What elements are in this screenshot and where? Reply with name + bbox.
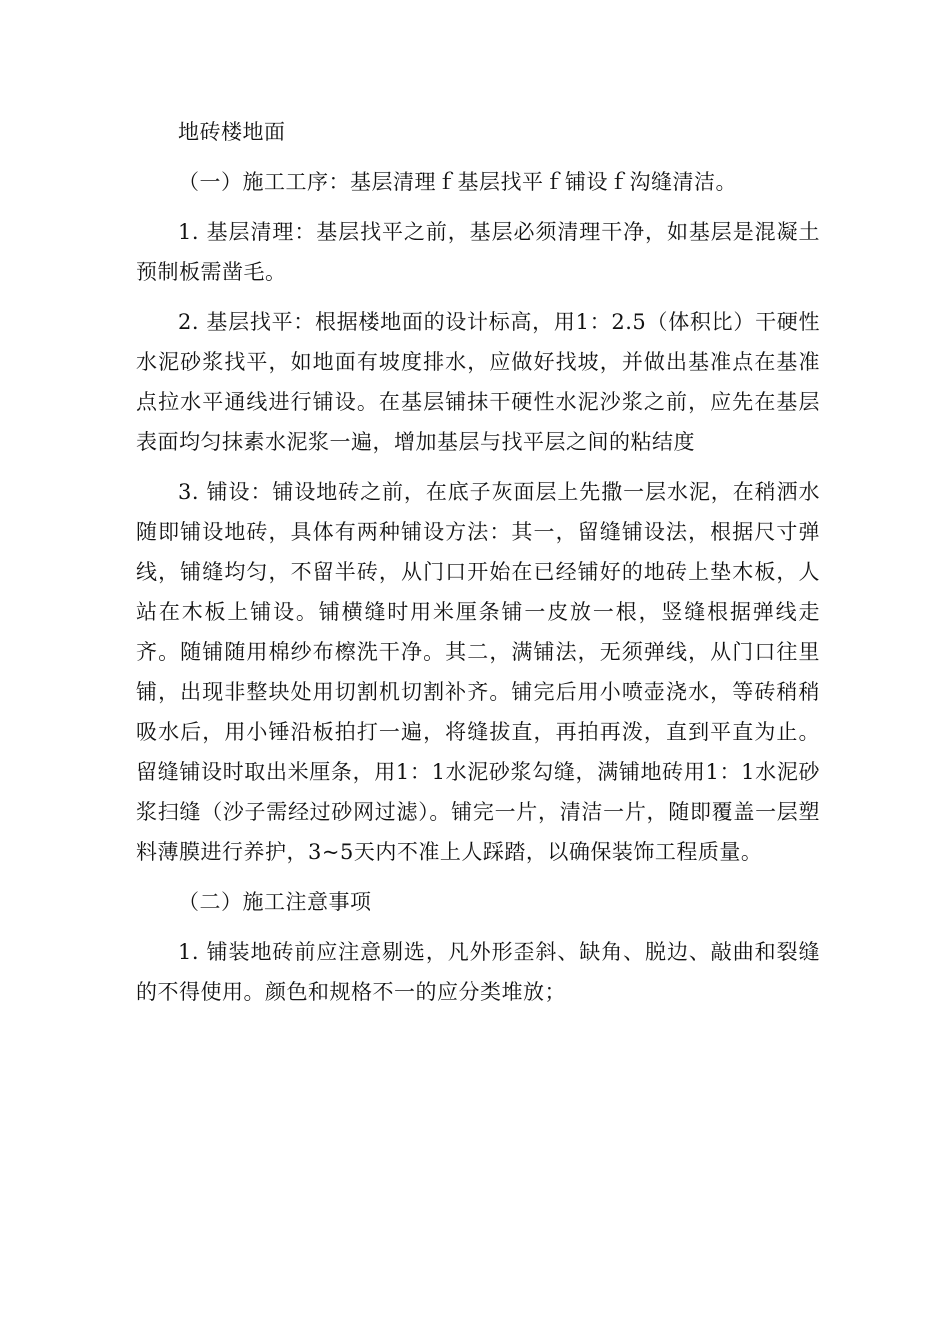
paragraph-base-leveling: 2. 基层找平：根据楼地面的设计标高，用1：2.5（体积比）干硬性水泥砂浆找平，如地面有坡度排水，应做好找坡，并做出基准点在基准点拉水平通线进行铺设。在基层铺抹干硬性水泥沙浆之前，应先在基层表面均匀抹素水泥浆一遍，增加基层与找平层之间的粘结度 xyxy=(136,310,820,454)
document-body xyxy=(136,112,820,1012)
section-heading-procedure: （一）施工工序：基层清理ｆ基层找平ｆ铺设ｆ沟缝清洁。 xyxy=(178,170,737,194)
paragraph-tile-selection: 1. 铺装地砖前应注意剔选，凡外形歪斜、缺角、脱边、敲曲和裂缝的不得使用。颜色和规格不一的应分类堆放； xyxy=(136,940,820,1004)
document-title: 地砖楼地面 xyxy=(178,120,286,144)
section-heading-notes: （二）施工注意事项 xyxy=(178,890,372,914)
paragraph-laying: 3. 铺设：铺设地砖之前，在底子灰面层上先撒一层水泥，在稍洒水随即铺设地砖，具体有两种铺设方法：其一，留缝铺设法，根据尺寸弹线，铺缝均匀，不留半砖，从门口开始在已经铺好的地砖上垫木板，人站在木板上铺设。铺横缝时用米厘条铺一皮放一根，竖缝根据弹线走齐。随铺随用棉纱布檫洗干净。其二，满铺法，无须弹线，从门口往里铺，出现非整块处用切割机切割补齐。铺完后用小喷壶浇水，等砖稍稍吸水后，用小锤沿板拍打一遍，将缝拔直，再拍再泼，直到平直为止。留缝铺设时取出米厘条，用1：1水泥砂浆勾缝，满铺地砖用1：1水泥砂浆扫缝（沙子需经过砂网过滤）。铺完一片，清洁一片，随即覆盖一层塑料薄膜进行养护，3~5天内不准上人踩踏，以确保装饰工程质量。 xyxy=(136,480,820,864)
paragraph-base-cleaning: 1. 基层清理：基层找平之前，基层必须清理干净，如基层是混凝土预制板需凿毛。 xyxy=(136,220,820,284)
